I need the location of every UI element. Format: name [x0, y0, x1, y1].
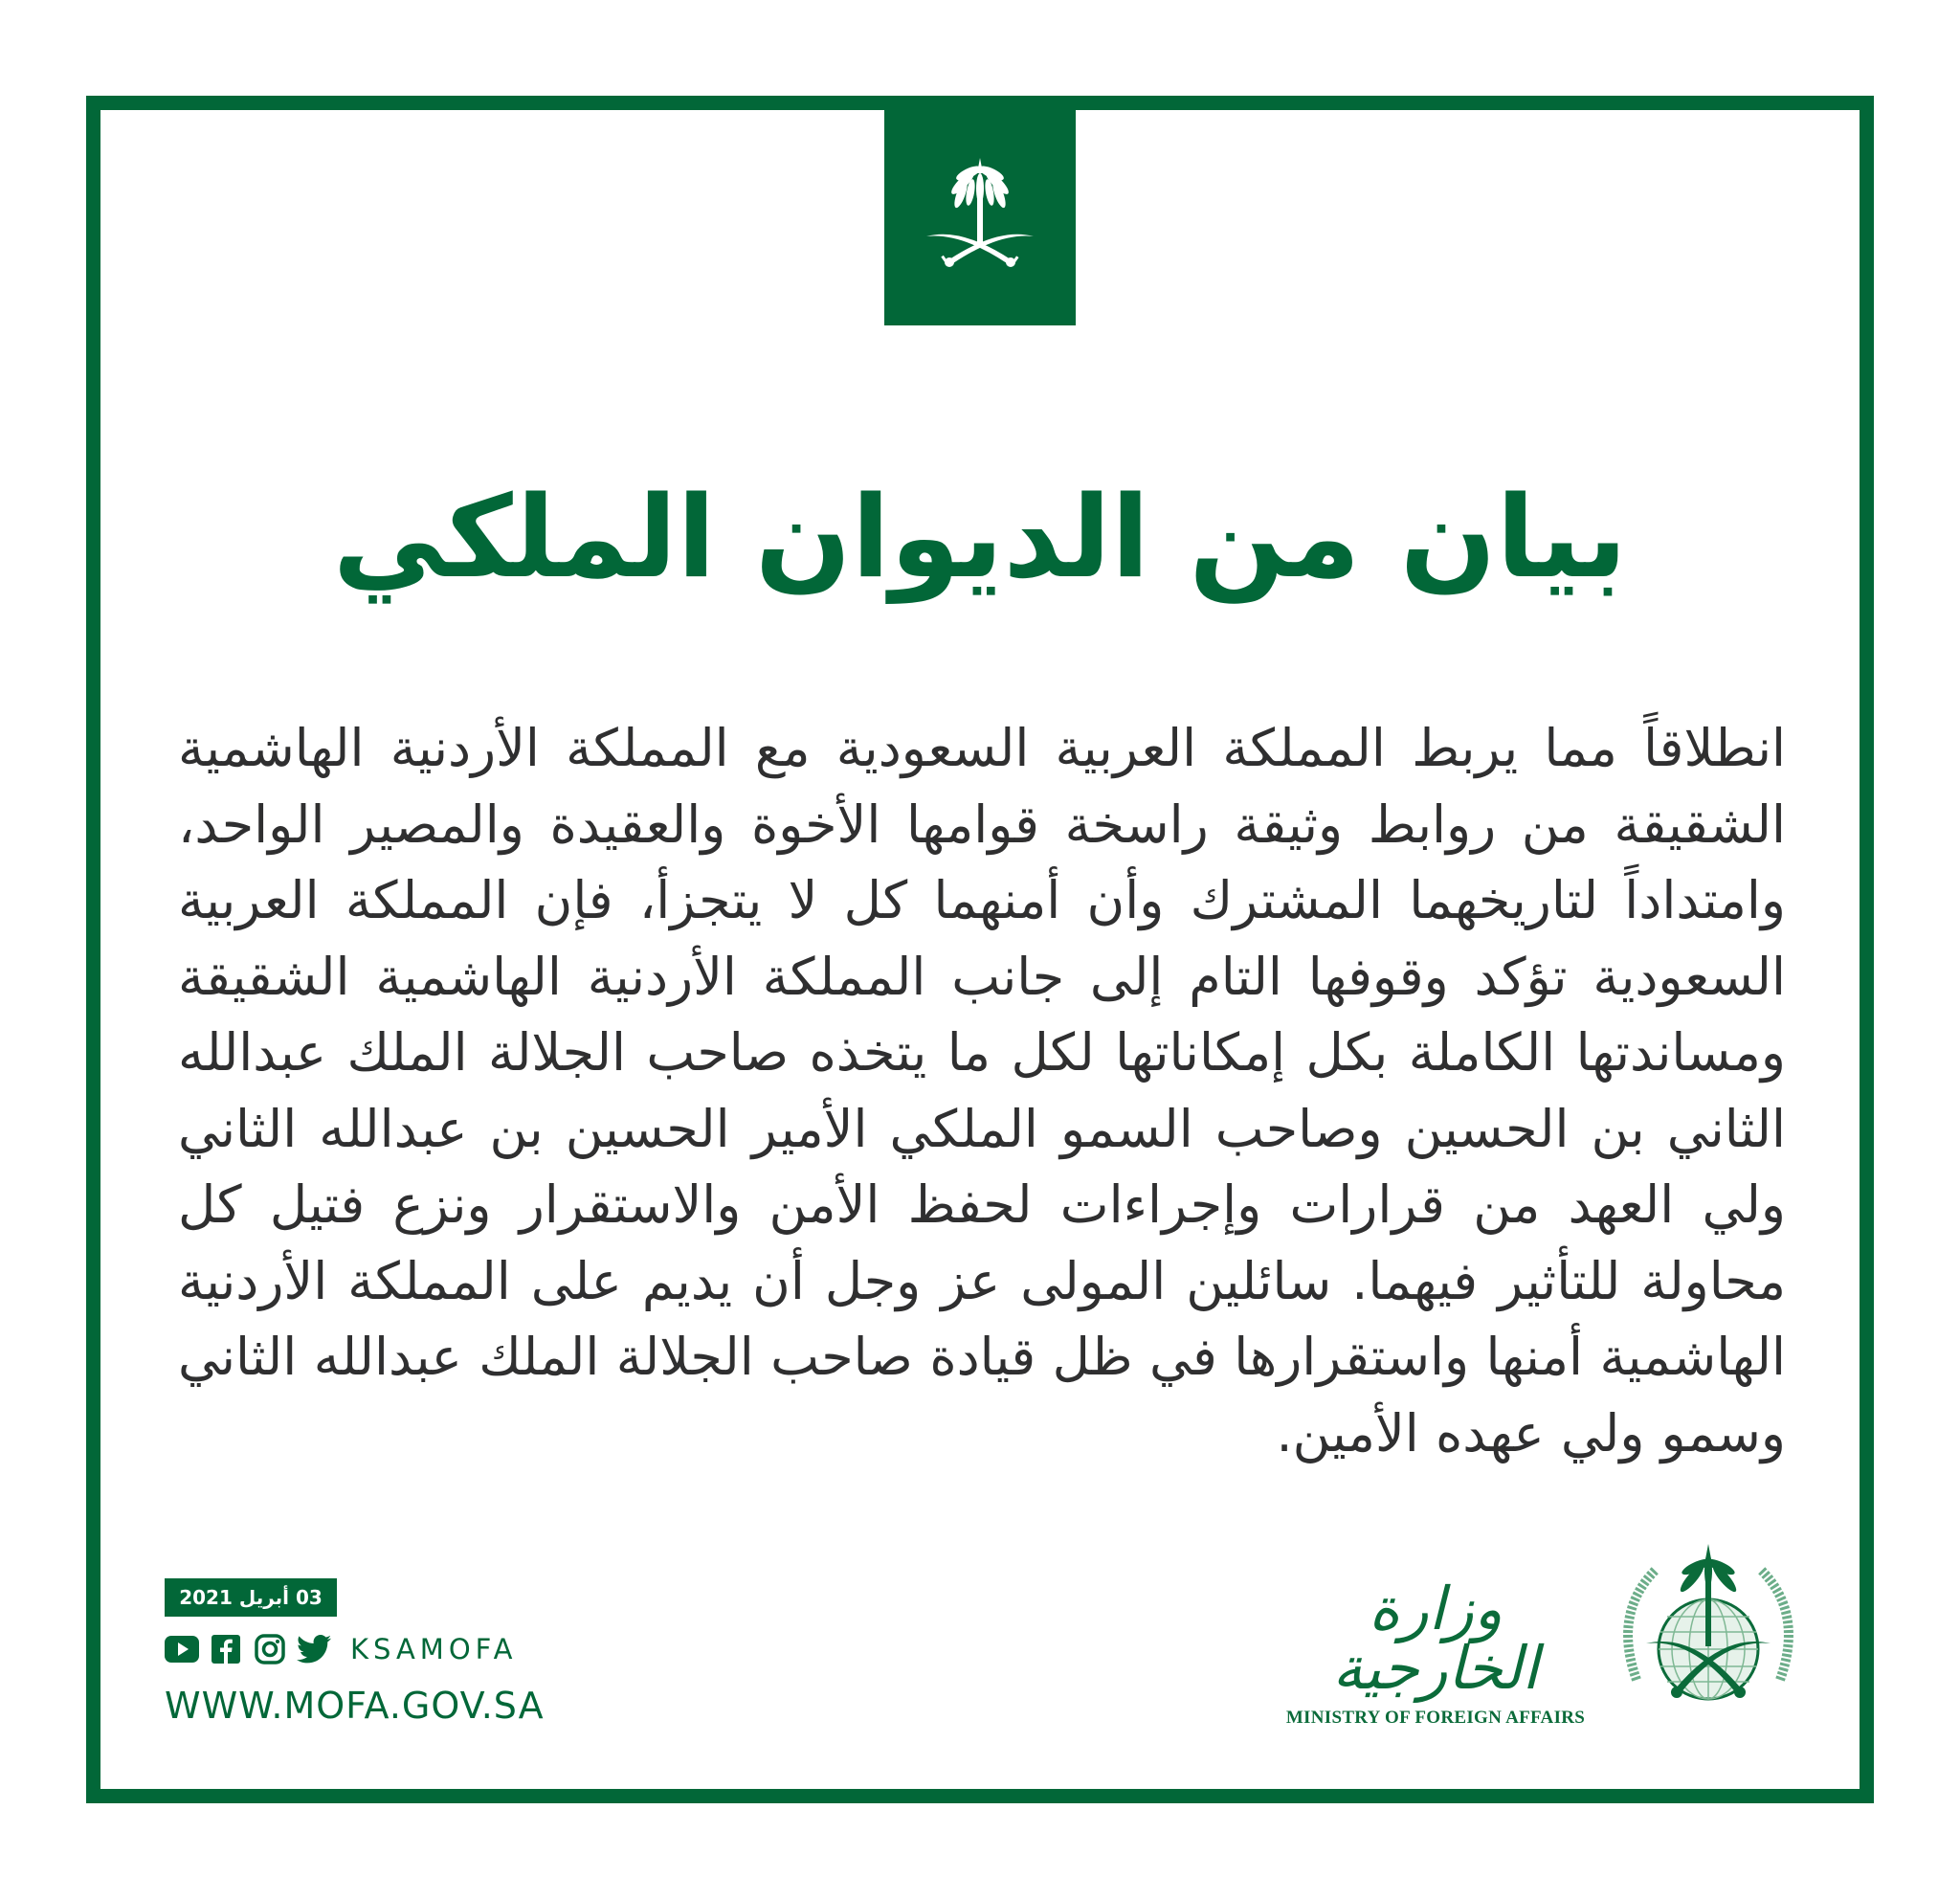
date-badge: 03 أبريل 2021: [165, 1578, 337, 1617]
website-link[interactable]: WWW.MOFA.GOV.SA: [165, 1685, 545, 1727]
twitter-icon[interactable]: [297, 1633, 331, 1665]
youtube-icon[interactable]: [165, 1633, 199, 1665]
statement-body: انطلاقاً مما يربط المملكة العربية السعودية مع المملكة الأردنية الهاشمية الشقيقة من روابط وثيقة راسخة قوامها الأخوة والعقيدة والمصير الواحد، وامتداداً لتاريخهما المشترك وأن أمنهما كل لا يتجزأ، فإن المملكة العربية السعودية تؤكد وقوفها التام إلى جانب المملكة الأردنية الهاشمية الشقيقة ومساندتها الكاملة بكل إمكاناتها لكل ما يتخذه صاحب الجلالة الملك عبدالله الثاني بن الحسين وصاحب السمو الملكي الأمير الحسين بن عبدالله الثاني ولي العهد من قرارات وإجراءات لحفظ الأمن والاستقرار ونزع فتيل كل محاولة للتأثير فيهما. سائلين المولى عز وجل أن يديم على المملكة الأردنية الهاشمية أمنها واستقرارها في ظل قيادة صاحب الجلالة الملك عبدالله الثاني وسمو ولي عهده الأمين.: [178, 718, 1786, 1463]
page-title: بيان من الديوان الملكي: [332, 471, 1628, 603]
instagram-icon[interactable]: [253, 1633, 287, 1665]
ministry-name-arabic: وزارة الخارجية: [1332, 1574, 1539, 1703]
facebook-icon[interactable]: [209, 1633, 243, 1665]
ministry-globe-emblem-icon: [1608, 1536, 1809, 1718]
saudi-palm-swords-emblem-icon: [923, 152, 1037, 277]
social-handle[interactable]: KSAMOFA: [350, 1633, 518, 1665]
ministry-name-english: MINISTRY OF FOREIGN AFFAIRS: [1285, 1708, 1586, 1728]
ministry-logo-text: [1282, 1574, 1589, 1729]
social-links: [165, 1633, 518, 1665]
header-emblem-box: [884, 96, 1076, 325]
